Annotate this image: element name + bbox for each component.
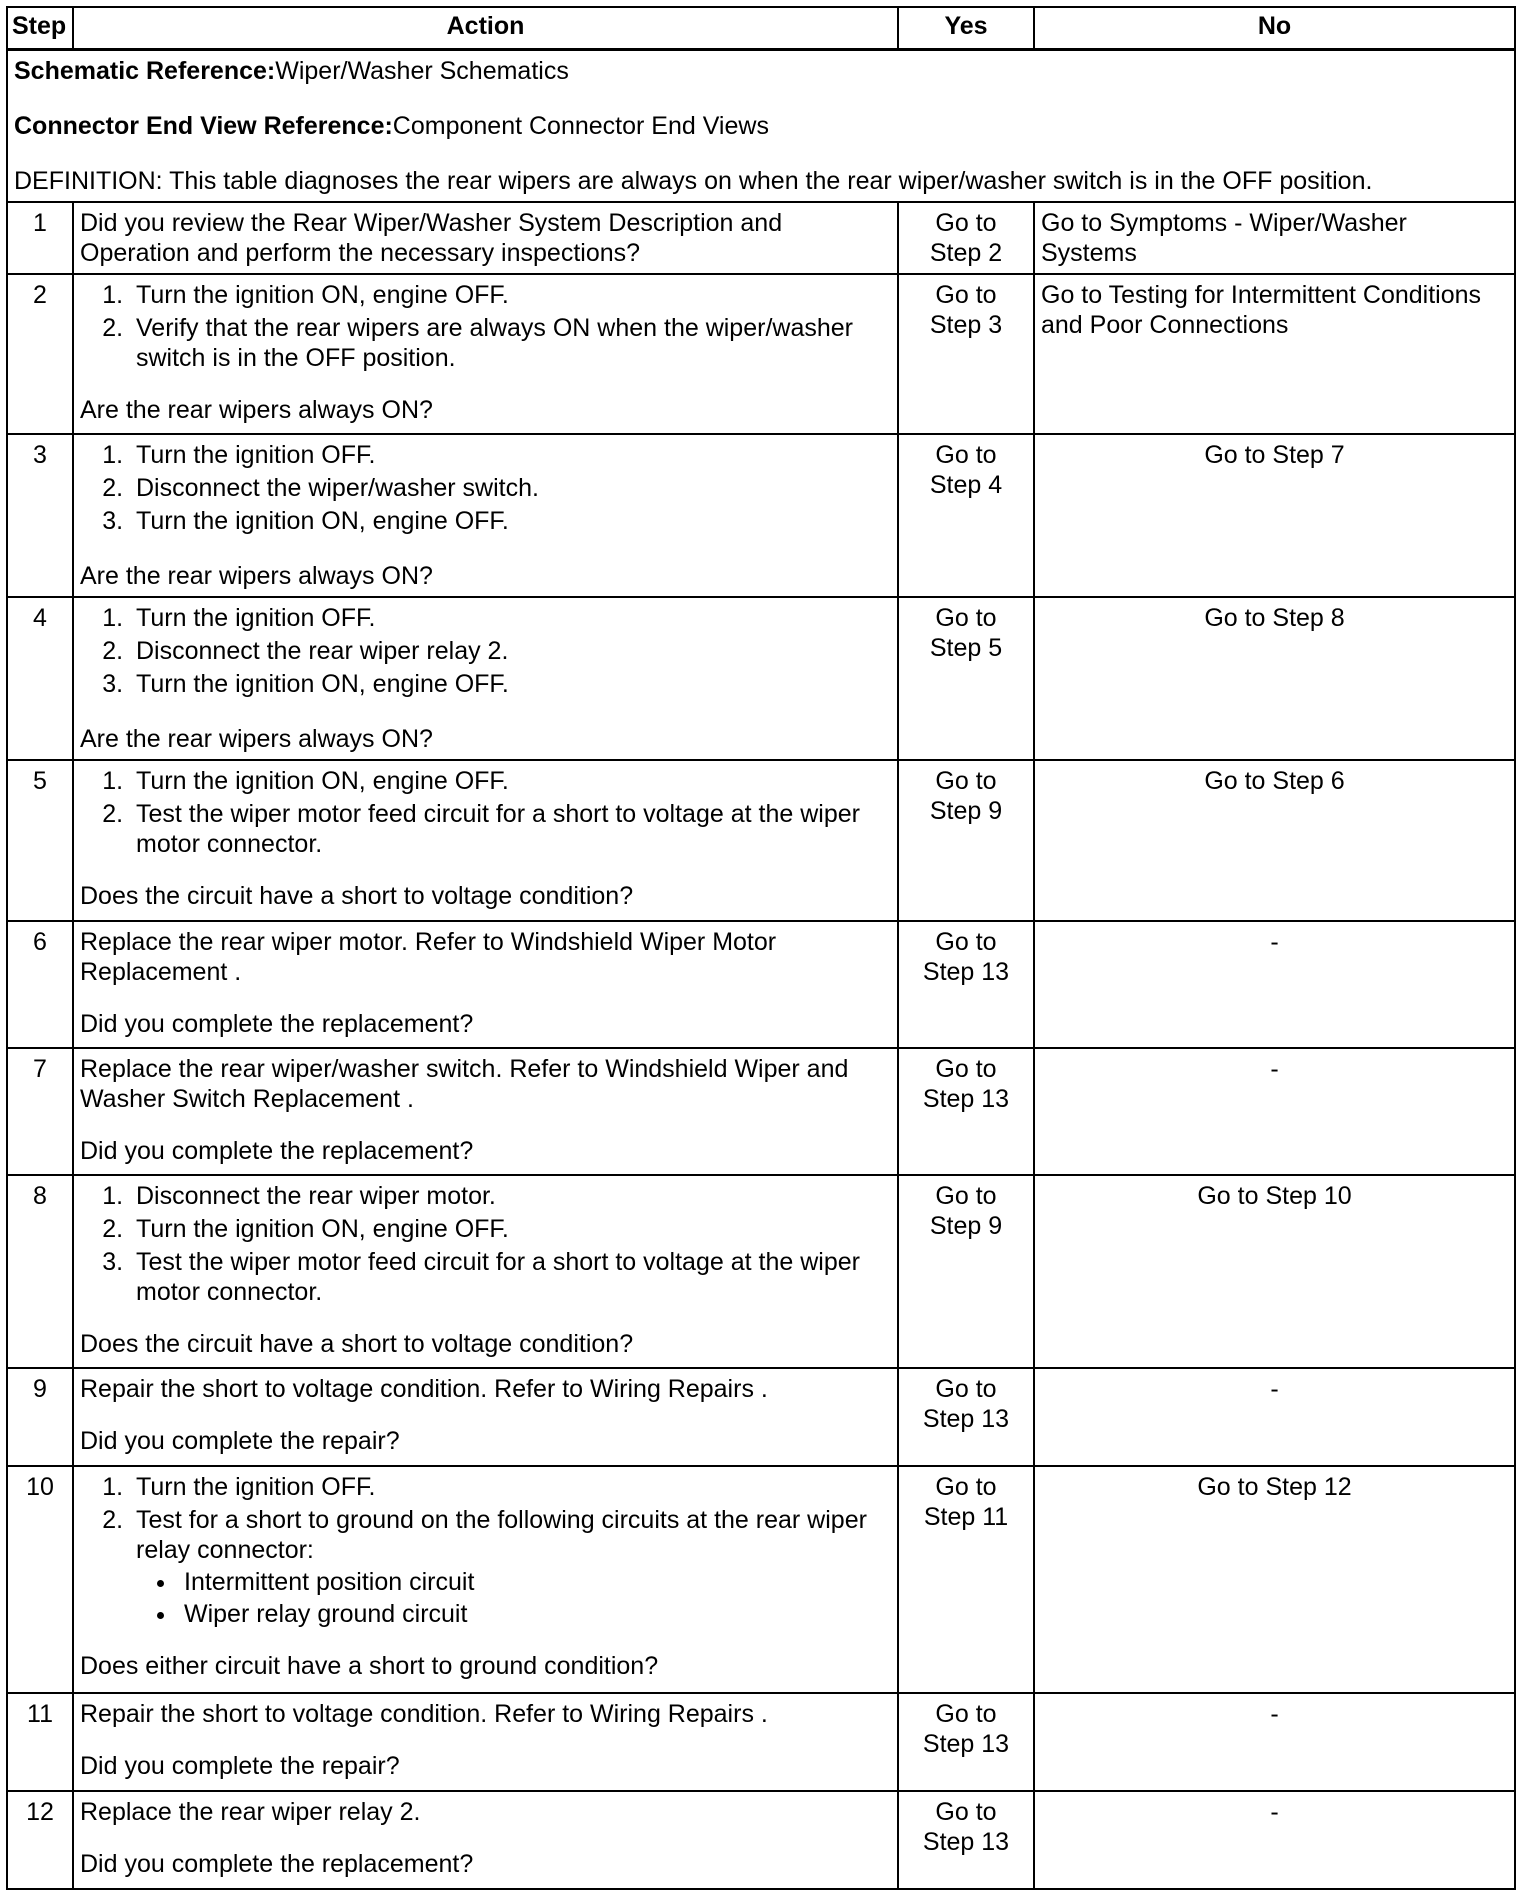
action-cell [73,1368,898,1466]
step-number: 9 [7,1368,73,1466]
action-question: Did you complete the replacement? [80,1137,474,1165]
references-cell [7,50,1515,203]
action-cell [73,202,898,274]
action-step: 1. Turn the ignition ON, engine OFF. [130,280,891,310]
table-row [7,597,1515,760]
step-number: 12 [7,1791,73,1889]
yes-line-1: Go to [935,281,997,309]
no-cell: - [1034,1368,1515,1466]
connector-reference [14,111,1508,141]
yes-line-2: Step 2 [929,239,1003,267]
action-steps [80,440,891,536]
action-cell [73,434,898,597]
schematic-reference [14,56,1508,86]
step-number: 7 [7,1048,73,1175]
header-row [7,7,1515,50]
yes-line-2: Step 9 [929,797,1003,825]
step-number: 5 [7,760,73,921]
step-number: 6 [7,921,73,1048]
action-steps [80,1472,891,1629]
action-step: 2. Test the wiper motor feed circuit for a short to voltage at the wiper motor connector. [130,799,891,859]
action-question: Did you complete the replacement? [80,1850,474,1878]
yes-line-2: Step 13 [922,1730,1010,1758]
circuit-list [136,1567,891,1629]
action-steps [80,603,891,699]
table-row [7,1466,1515,1693]
yes-line-1: Go to [935,767,997,795]
table-row [7,1175,1515,1368]
action-steps [80,766,891,859]
action-text: Repair the short to voltage condition. Refer to Wiring Repairs . [80,1700,768,1728]
action-step: 1. Turn the ignition OFF. [130,603,891,633]
yes-line-2: Step 5 [929,634,1003,662]
step-number: 2 [7,274,73,434]
no-cell[interactable]: Go to Step 7 [1034,434,1515,597]
yes-line-1: Go to [935,1700,997,1728]
yes-line-1: Go to [935,1375,997,1403]
yes-line-2: Step 9 [929,1212,1003,1240]
step-number: 1 [7,202,73,274]
no-cell: - [1034,1791,1515,1889]
action-text: Replace the rear wiper/washer switch. Refer to Windshield Wiper and Washer Switch Replacement . [80,1055,849,1113]
table-row [7,1368,1515,1466]
action-question: Does the circuit have a short to voltage condition? [80,1330,634,1358]
action-question: Are the rear wipers always ON? [80,562,433,590]
action-steps [80,280,891,373]
yes-cell[interactable] [898,921,1034,1048]
yes-line-2: Step 11 [923,1503,1009,1531]
action-step: 2. Turn the ignition ON, engine OFF. [130,1214,891,1244]
yes-line-1: Go to [935,604,997,632]
step-number: 11 [7,1693,73,1791]
action-step: 1. Turn the ignition ON, engine OFF. [130,766,891,796]
action-step: 2. Disconnect the wiper/washer switch. [130,473,891,503]
action-question: Did you complete the repair? [80,1752,400,1780]
action-step: 3. Turn the ignition ON, engine OFF. [130,506,891,536]
connector-reference-label: Connector End View Reference: [14,112,393,140]
action-text: Replace the rear wiper motor. Refer to Windshield Wiper Motor Replacement . [80,928,777,986]
step-number: 4 [7,597,73,760]
yes-cell[interactable] [898,1048,1034,1175]
yes-cell[interactable] [898,1466,1034,1693]
no-cell[interactable]: Go to Step 6 [1034,760,1515,921]
table-row [7,760,1515,921]
action-text: Did you review the Rear Wiper/Washer System Description and Operation and perform the necessary inspections? [80,209,783,267]
diagnostic-table [6,6,1516,1890]
step-number: 3 [7,434,73,597]
yes-line-1: Go to [935,1055,997,1083]
table-row [7,202,1515,274]
table-row [7,1693,1515,1791]
no-cell[interactable]: Go to Step 10 [1034,1175,1515,1368]
table-row [7,1791,1515,1889]
circuit-item: • Wiper relay ground circuit [178,1599,891,1629]
connector-reference-link[interactable]: Component Connector End Views [392,112,769,140]
action-step-text: Test for a short to ground on the following circuits at the rear wiper relay connector: [136,1506,867,1564]
action-step: 3. Turn the ignition ON, engine OFF. [130,669,891,699]
header-no: No [1034,7,1515,50]
references-row [7,50,1515,203]
yes-line-1: Go to [935,928,997,956]
table-row [7,921,1515,1048]
action-step: 2. Disconnect the rear wiper relay 2. [130,636,891,666]
action-cell [73,1791,898,1889]
action-question: Are the rear wipers always ON? [80,725,433,753]
no-cell[interactable]: Go to Symptoms - Wiper/Washer Systems [1034,202,1515,274]
action-step [130,1505,891,1629]
no-cell[interactable]: Go to Testing for Intermittent Conditions and Poor Connections [1034,274,1515,434]
yes-line-1: Go to [935,1798,997,1826]
no-cell: - [1034,1048,1515,1175]
yes-cell[interactable] [898,434,1034,597]
schematic-reference-label: Schematic Reference: [14,57,276,85]
yes-cell[interactable] [898,202,1034,274]
action-cell [73,760,898,921]
action-cell [73,1175,898,1368]
action-step: 2. Verify that the rear wipers are always ON when the wiper/washer switch is in the OFF position. [130,313,891,373]
yes-line-2: Step 3 [929,311,1003,339]
action-cell [73,921,898,1048]
yes-cell[interactable] [898,1693,1034,1791]
header-action: Action [73,7,898,50]
action-step: 1. Disconnect the rear wiper motor. [130,1181,891,1211]
circuit-item: • Intermittent position circuit [178,1567,891,1597]
definition: DEFINITION: This table diagnoses the rear wipers are always on when the rear wiper/washer switch is in the OFF position. [14,167,1373,195]
step-number: 8 [7,1175,73,1368]
no-cell[interactable]: Go to Step 8 [1034,597,1515,760]
table-row [7,434,1515,597]
action-step: 3. Test the wiper motor feed circuit for a short to voltage at the wiper motor connector. [130,1247,891,1307]
yes-line-2: Step 13 [922,1405,1010,1433]
yes-cell[interactable] [898,1368,1034,1466]
schematic-reference-link[interactable]: Wiper/Washer Schematics [275,57,569,85]
table-row [7,1048,1515,1175]
yes-line-2: Step 4 [929,471,1003,499]
yes-cell[interactable] [898,274,1034,434]
yes-line-1: Go to [935,1182,997,1210]
yes-line-2: Step 13 [922,1085,1010,1113]
action-cell [73,1048,898,1175]
action-question: Did you complete the repair? [80,1427,400,1455]
action-cell [73,1693,898,1791]
yes-line-1: Go to [935,209,997,237]
yes-cell[interactable] [898,597,1034,760]
action-question: Did you complete the replacement? [80,1010,474,1038]
action-cell [73,274,898,434]
action-cell [73,597,898,760]
table-row [7,274,1515,434]
yes-cell[interactable] [898,760,1034,921]
yes-line-2: Step 13 [922,958,1010,986]
action-cell [73,1466,898,1693]
yes-cell[interactable] [898,1175,1034,1368]
step-number: 10 [7,1466,73,1693]
action-text: Repair the short to voltage condition. Refer to Wiring Repairs . [80,1375,768,1403]
no-cell[interactable]: Go to Step 12 [1034,1466,1515,1693]
yes-cell[interactable] [898,1791,1034,1889]
yes-line-1: Go to [935,1473,997,1501]
action-question: Does either circuit have a short to ground condition? [80,1652,659,1680]
yes-line-2: Step 13 [922,1828,1010,1856]
action-step: 1. Turn the ignition OFF. [130,1472,891,1502]
action-text: Replace the rear wiper relay 2. [80,1798,421,1826]
header-yes: Yes [898,7,1034,50]
action-steps [80,1181,891,1307]
header-step: Step [7,7,73,50]
no-cell: - [1034,1693,1515,1791]
action-step: 1. Turn the ignition OFF. [130,440,891,470]
no-cell: - [1034,921,1515,1048]
yes-line-1: Go to [935,441,997,469]
action-question: Are the rear wipers always ON? [80,396,433,424]
action-question: Does the circuit have a short to voltage condition? [80,882,634,910]
